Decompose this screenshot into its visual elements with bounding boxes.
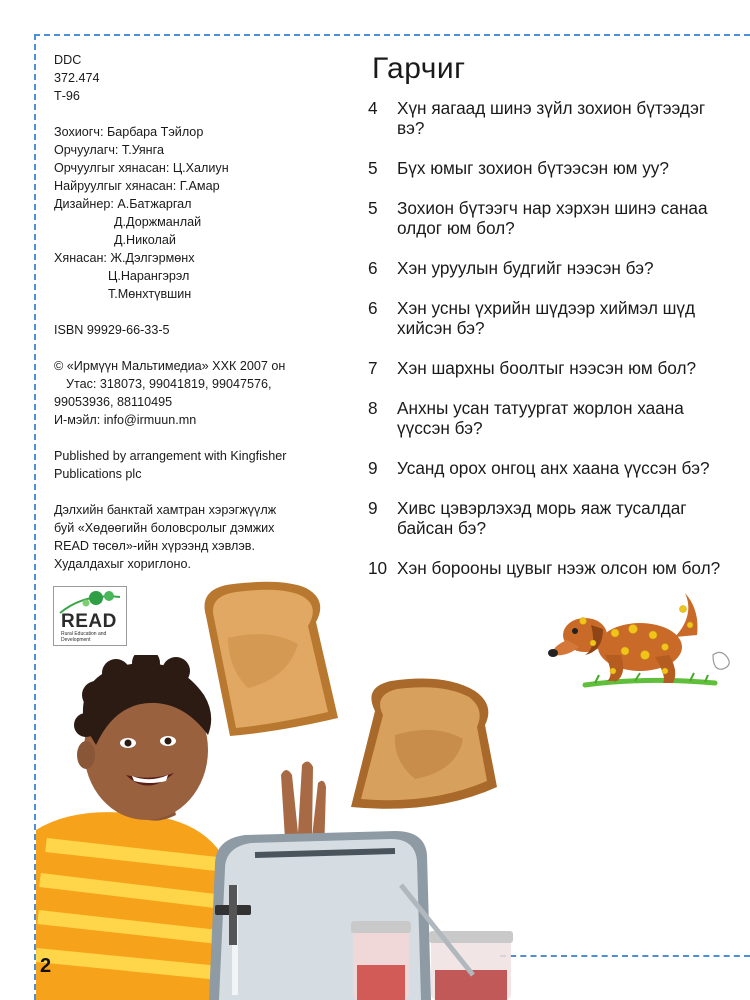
toc-entry-text: Анхны усан татуургат жорлон хаана үүссэн бэ? (397, 398, 684, 438)
page-frame-bottom (500, 955, 750, 957)
toc-page-number: 5 (368, 158, 378, 178)
credit-reviewer-3: Т.Мөнхтүвшин (108, 287, 192, 301)
credit-translator: Орчуулагч: Т.Уянга (54, 143, 164, 157)
toc-list (368, 98, 728, 598)
page-number: 2 (40, 955, 52, 977)
project-note-3: READ төсөл»-ийн хүрээнд хэвлэв. (54, 539, 255, 553)
toc-page-number: 9 (368, 498, 378, 518)
toc-item (368, 258, 728, 278)
read-logo-subtitle: Rural Education and Development (61, 631, 107, 643)
credit-style-editor: Найруулгыг хянасан: Г.Амар (54, 179, 220, 193)
copyright: © «Ирмүүн Мальтимедиа» ХХК 2007 он (54, 359, 286, 373)
dog-illustration (545, 585, 745, 695)
toc-entry-text: Зохион бүтээгч нар хэрхэн шинэ санаа олдог юм бол? (397, 198, 708, 238)
toc-title: Гарчиг (372, 52, 466, 85)
toast-slice-2 (345, 675, 500, 820)
toc-item (368, 398, 728, 438)
toc-page-number: 9 (368, 458, 378, 478)
toc-item (368, 498, 728, 538)
toc-item (368, 558, 728, 578)
toc-page-number: 8 (368, 398, 378, 418)
project-note-1: Дэлхийн банктай хамтран хэрэгжүүлж (54, 503, 277, 517)
read-logo (53, 586, 127, 646)
toc-item (368, 158, 728, 178)
toaster-illustration (195, 825, 525, 1000)
phone-line-2: 99053936, 88110495 (54, 395, 173, 409)
phone-line-1: Утас: 318073, 99041819, 99047576, (66, 377, 272, 391)
toc-item (368, 98, 728, 138)
credit-reviewer: Хянасан: Ж.Дэлгэрмөнх (54, 251, 195, 265)
isbn: ISBN 99929-66-33-5 (54, 323, 170, 337)
toc-entry-text: Хэн шархны боолтыг нээсэн юм бол? (397, 358, 697, 378)
credits-block (54, 51, 344, 573)
ddc-author-mark: Т-96 (54, 89, 80, 103)
toc-entry-text: Бүх юмыг зохион бүтээсэн юм уу? (397, 158, 669, 178)
toc-page-number: 6 (368, 298, 378, 318)
credit-designer: Дизайнер: А.Батжаргал (54, 197, 192, 211)
credit-reviewer-2: Ц.Нарангэрэл (108, 269, 190, 283)
email: И-мэйл: info@irmuun.mn (54, 413, 197, 427)
toc-page-number: 10 (368, 558, 388, 578)
toc-item (368, 358, 728, 378)
toc-entry-text: Усанд орох онгоц анх хаана үүссэн бэ? (397, 458, 710, 478)
ddc-code: 372.474 (54, 71, 100, 85)
ddc-line: DDC (54, 53, 82, 67)
toc-entry-text: Хэн борооны цувыг нээж олсон юм бол? (397, 558, 721, 578)
credit-translation-editor: Орчуулгыг хянасан: Ц.Халиун (54, 161, 229, 175)
published-line-1: Published by arrangement with Kingfisher (54, 449, 287, 463)
toc-item (368, 298, 728, 338)
credit-designer-2: Д.Доржманлай (114, 215, 202, 229)
toc-page-number: 4 (368, 98, 378, 118)
published-line-2: Publications plc (54, 467, 142, 481)
toc-entry-text: Хэн усны үхрийн шүдээр хиймэл шүд хийсэн бэ? (397, 298, 696, 338)
toc-item (368, 458, 728, 478)
toc-entry-text: Хүн яагаад шинэ зүйл зохион бүтээдэг вэ? (397, 98, 706, 138)
credit-author: Зохиогч: Барбара Тэйлор (54, 125, 204, 139)
project-note-4: Худалдахыг хориглоно. (54, 557, 191, 571)
project-note-2: буй «Хөдөөгийн боловсролыг дэмжих (54, 521, 275, 535)
toc-entry-text: Хэн уруулын будгийг нээсэн бэ? (397, 258, 654, 278)
credit-designer-3: Д.Николай (114, 233, 176, 247)
page-frame-top (34, 34, 750, 36)
toc-page-number: 7 (368, 358, 378, 378)
toc-page-number: 5 (368, 198, 378, 218)
read-logo-word: READ (61, 611, 117, 632)
toc-item (368, 198, 728, 238)
toc-entry-text: Хивс цэвэрлэхэд морь яаж тусалдаг байсан бэ? (397, 498, 687, 538)
toc-page-number: 6 (368, 258, 378, 278)
